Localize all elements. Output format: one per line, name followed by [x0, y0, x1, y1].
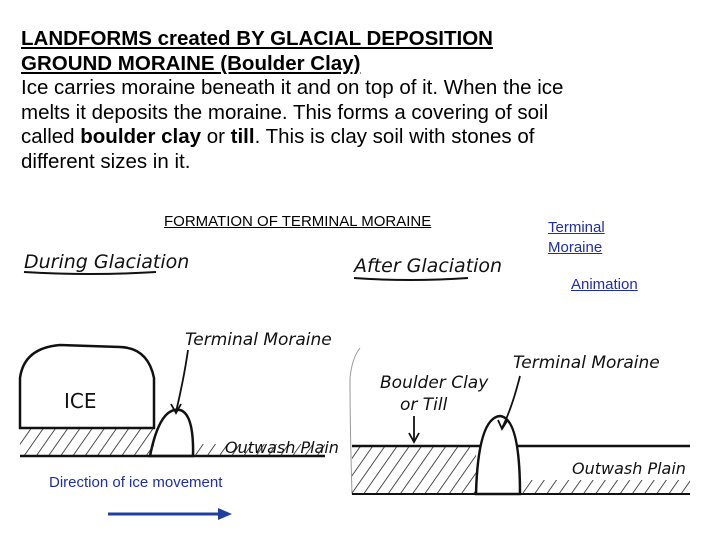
terminal-moraine-mound — [150, 410, 193, 456]
direction-arrow-icon — [100, 503, 240, 525]
paragraph-line-4: different sizes in it. — [21, 149, 191, 173]
terminal-moraine-label-right: Terminal Moraine — [513, 353, 660, 373]
paragraph-line-3 — [21, 125, 701, 150]
after-glaciation-title: After Glaciation — [354, 255, 503, 277]
paragraph-line-1: Ice carries moraine beneath it and on top of it. When the ice — [21, 76, 564, 99]
ground-hatch — [20, 428, 154, 456]
terminal-moraine-label-left: Terminal Moraine — [185, 330, 332, 350]
section-heading: GROUND MORAINE (Boulder Clay) — [21, 51, 361, 75]
term-till: till — [230, 125, 255, 148]
outwash-plain-label-left: Outwash Plain — [225, 438, 339, 457]
terminal-moraine-mound-after — [476, 416, 520, 494]
ice-mass — [20, 345, 154, 428]
outwash-plain-label-right: Outwash Plain — [572, 459, 686, 478]
moraine-diagram — [0, 228, 700, 498]
terminal-moraine-link[interactable]: Terminal Moraine — [548, 219, 605, 256]
term-boulder-clay: boulder clay — [80, 125, 202, 148]
boulder-clay-layer — [352, 446, 476, 494]
diagram-caption: FORMATION OF TERMINAL MORAINE — [164, 213, 432, 230]
boulder-clay-label: Boulder Clay — [380, 373, 489, 393]
direction-label: Direction of ice movement — [49, 474, 223, 491]
ice-label: ICE — [64, 389, 97, 413]
till-label: or Till — [400, 395, 448, 415]
paragraph-line-2: melts it deposits the moraine. This forms a covering of soil — [21, 100, 549, 124]
page-heading: LANDFORMS created BY GLACIAL DEPOSITION — [21, 27, 493, 50]
animation-link[interactable]: Animation — [571, 276, 638, 293]
paragraph-text: . This is clay soil with stones of — [254, 125, 535, 148]
text-block — [21, 27, 701, 174]
during-glaciation-title: During Glaciation — [24, 251, 190, 273]
paragraph-text: called — [21, 125, 81, 148]
paragraph-text: or — [201, 125, 231, 148]
